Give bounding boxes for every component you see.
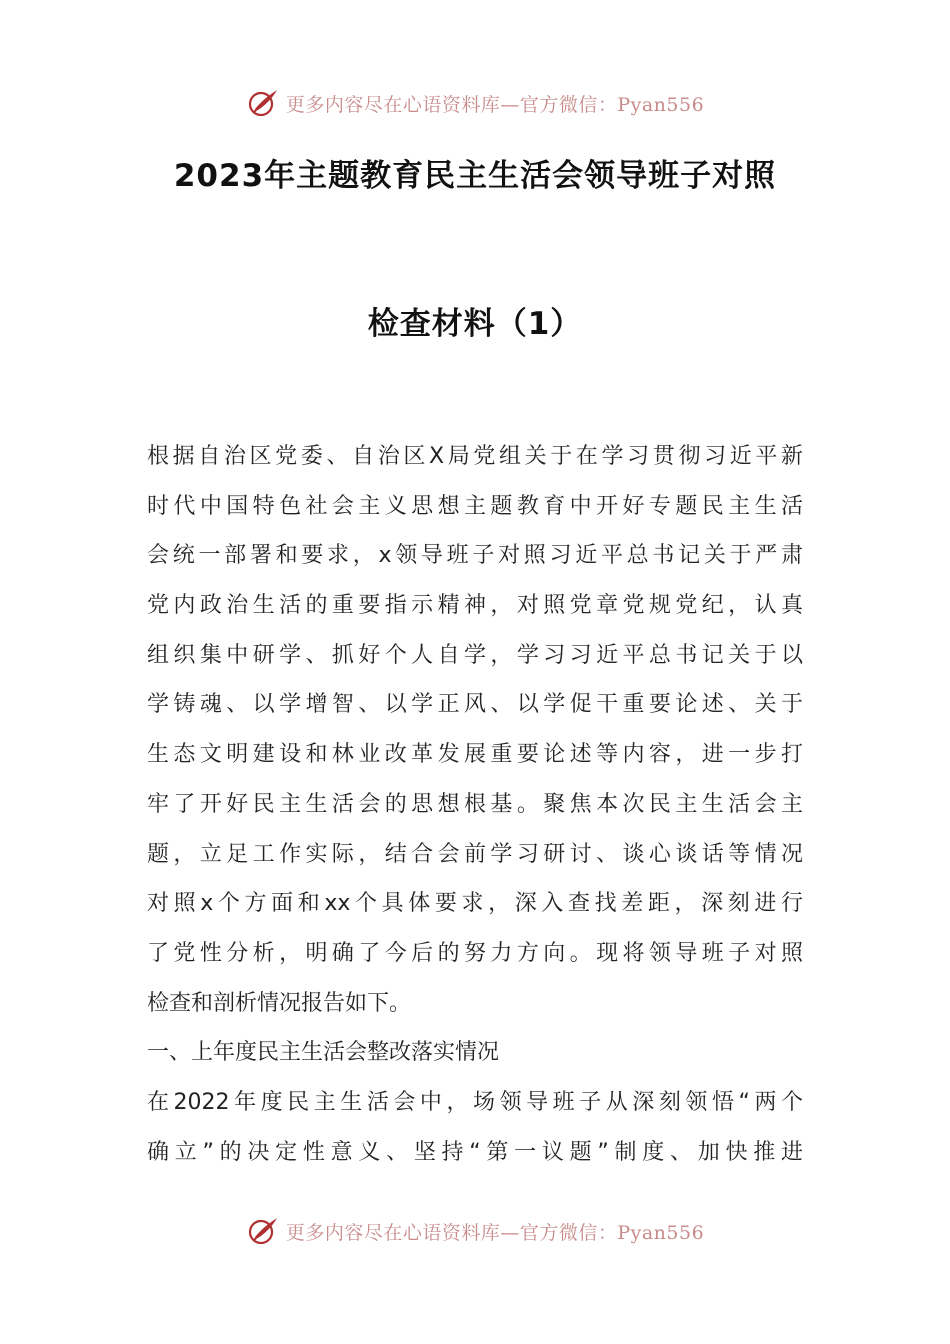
quill-logo-icon	[246, 1213, 282, 1249]
body-line: 党内政治生活的重要指示精神，对照党章党规党纪，认真	[147, 593, 803, 619]
body-line: 在2022年度民主生活会中，场领导班子从深刻领悟“两个	[147, 1089, 803, 1115]
watermark-text: 更多内容尽在心语资料库—官方微信：Pyan556	[285, 1221, 705, 1244]
body-line: 确立”的决定性意义、坚持“第一议题”制度、加快推进	[147, 1139, 803, 1165]
document-title-line-1: 2023年主题教育民主生活会领导班子对照	[173, 158, 777, 194]
body-line: 题，立足工作实际，结合会前学习研讨、谈心谈话等情况	[147, 841, 803, 867]
body-line: 时代中国特色社会主义思想主题教育中开好专题民主生活	[147, 493, 803, 519]
body-line: 生态文明建设和林业改革发展重要论述等内容，进一步打	[147, 742, 803, 768]
watermark-text: 更多内容尽在心语资料库—官方微信：Pyan556	[285, 93, 705, 116]
body-line: 学铸魂、以学增智、以学正风、以学促干重要论述、关于	[147, 692, 803, 718]
quill-logo-icon	[246, 85, 282, 121]
footer-watermark	[0, 1211, 950, 1251]
document-body	[147, 432, 803, 1177]
body-line: 牢了开好民主生活会的思想根基。聚焦本次民主生活会主	[147, 791, 803, 817]
body-line: 会统一部署和要求，x领导班子对照习近平总书记关于严肃	[147, 543, 803, 569]
body-line: 检查和剖析情况报告如下。	[147, 990, 412, 1016]
section-heading: 一、上年度民主生活会整改落实情况	[147, 1040, 500, 1066]
body-line: 根据自治区党委、自治区X局党组关于在学习贯彻习近平新	[147, 444, 803, 469]
body-line: 组织集中研学、抓好个人自学，学习习近平总书记关于以	[147, 642, 803, 668]
header-watermark	[0, 83, 950, 123]
body-line: 对照x个方面和xx个具体要求，深入查找差距，深刻进行	[147, 891, 803, 917]
document-title-line-2: 检查材料（1）	[367, 306, 583, 342]
body-line: 了党性分析，明确了今后的努力方向。现将领导班子对照	[147, 940, 803, 966]
